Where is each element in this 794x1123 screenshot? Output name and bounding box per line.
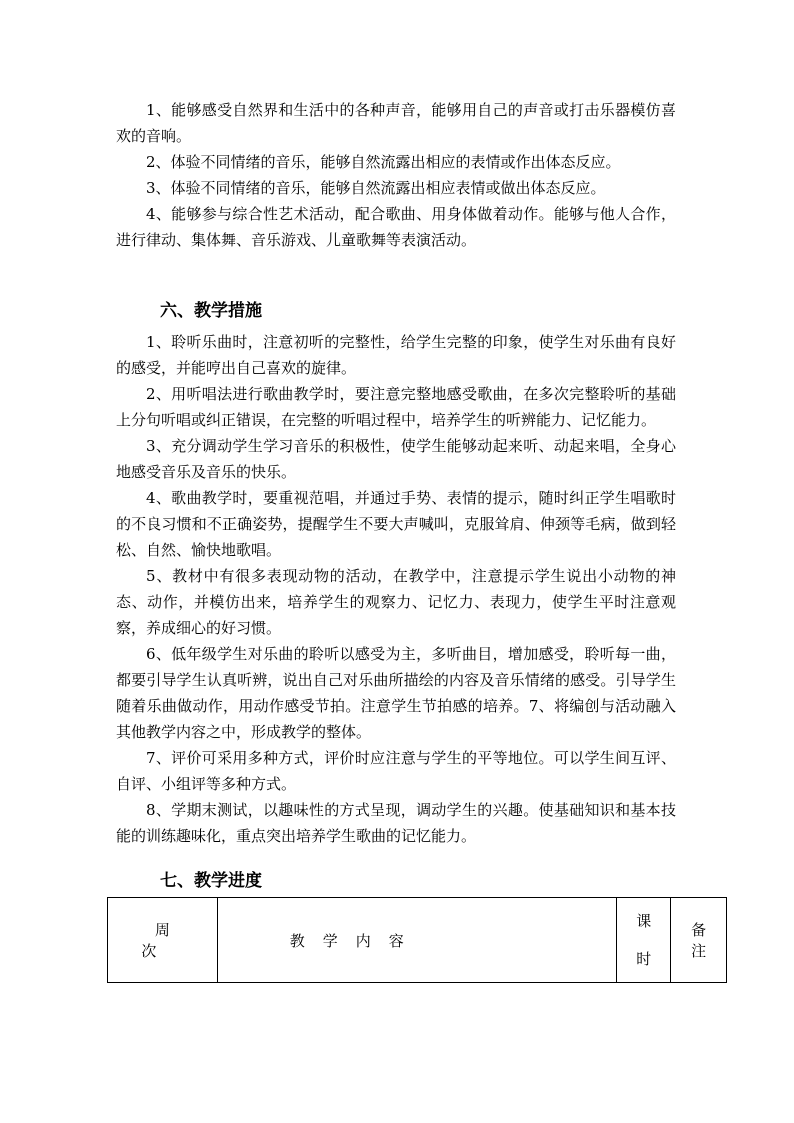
header-week (108, 898, 218, 983)
measure-item: 1、聆听乐曲时，注意初听的完整性，给学生完整的印象，使学生对乐曲有良好的感受，并能哼出自己喜欢的旋律。 (116, 333, 676, 377)
measure-item: 4、歌曲教学时，要重视范唱，并通过手势、表情的提示，随时纠正学生唱歌时的不良习惯和不正确姿势，提醒学生不要大声喊叫，克服耸肩、伸颈等毛病，做到轻松、自然、愉快地歌唱。 (116, 489, 676, 559)
goal-item: 1、能够感受自然界和生活中的各种声音，能够用自己的声音或打击乐器模仿喜欢的音响。 (116, 101, 676, 145)
goals-list (116, 97, 676, 253)
header-notes-top: 备 (691, 921, 707, 939)
section-7-title: 七、教学进度 (160, 871, 262, 891)
table-header-row (108, 898, 727, 983)
header-week-label: 周次 (141, 921, 197, 960)
section-6-title: 六、教学措施 (160, 301, 262, 321)
header-content (217, 898, 616, 983)
measure-item: 7、评价可采用多种方式，评价时应注意与学生的平等地位。可以学生间互评、自评、小组评等多种方式。 (116, 749, 676, 793)
measure-item: 6、低年级学生对乐曲的聆听以感受为主，多听曲目，增加感受，聆听每一曲，都要引导学生认真听辨，说出自己对乐曲所描绘的内容及音乐情绪的感受。引导学生随着乐曲做动作，用动作感受节拍。注意学生节拍感的培养。7、将编创与活动融入其他教学内容之中，形成教学的整体。 (116, 645, 676, 741)
measure-item: 2、用听唱法进行歌曲教学时，要注意完整地感受歌曲，在多次完整聆听的基础上分句听唱或纠正错误，在完整的听唱过程中，培养学生的听辨能力、记忆能力。 (116, 385, 676, 429)
header-content-label: 教学内容 (289, 931, 422, 950)
header-hours-bottom: 时 (636, 950, 652, 968)
header-notes-bottom: 注 (691, 942, 707, 960)
measure-item: 8、学期末测试，以趣味性的方式呈现，调动学生的兴趣。使基础知识和基本技能的训练趣味化，重点突出培养学生歌曲的记忆能力。 (116, 801, 676, 845)
goal-item: 4、能够参与综合性艺术活动，配合歌曲、用身体做着动作。能够与他人合作，进行律动、集体舞、音乐游戏、儿童歌舞等表演活动。 (116, 205, 676, 249)
header-hours-top: 课 (636, 912, 652, 930)
schedule-table (107, 897, 727, 983)
goal-item: 2、体验不同情绪的音乐，能够自然流露出相应的表情或作出体态反应。 (146, 153, 621, 171)
header-hours (617, 898, 671, 983)
measure-item: 5、教材中有很多表现动物的活动，在教学中，注意提示学生说出小动物的神态、动作，并模仿出来，培养学生的观察力、记忆力、表现力，使学生平时注意观察，养成细心的好习惯。 (116, 567, 676, 637)
measure-item: 3、充分调动学生学习音乐的积极性，使学生能够动起来听、动起来唱，全身心地感受音乐及音乐的快乐。 (116, 437, 676, 481)
goal-item: 3、体验不同情绪的音乐，能够自然流露出相应表情或做出体态反应。 (146, 179, 606, 197)
header-notes (671, 898, 727, 983)
teaching-measures-list (116, 329, 676, 849)
